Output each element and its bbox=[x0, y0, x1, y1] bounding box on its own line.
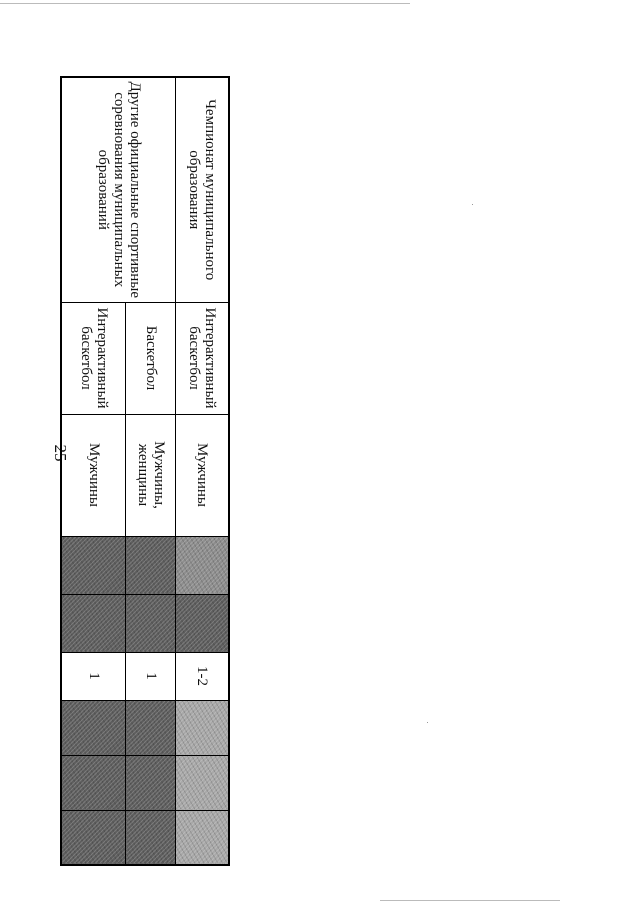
top-scan-line bbox=[0, 3, 410, 4]
shaded-cell bbox=[61, 755, 126, 810]
discipline-cell: Интерактивный баскетбол bbox=[176, 302, 229, 414]
shaded-cell bbox=[61, 810, 126, 865]
shaded-cell bbox=[176, 536, 229, 594]
table-row bbox=[126, 77, 176, 865]
shaded-cell bbox=[61, 594, 126, 652]
value-cell: 1 bbox=[61, 652, 126, 700]
shaded-cell bbox=[61, 536, 126, 594]
shaded-cell bbox=[176, 594, 229, 652]
gender-cell: Мужчины, женщины bbox=[126, 414, 176, 536]
competition-cell: Чемпионат муниципального образования bbox=[176, 77, 229, 302]
discipline-cell: Баскетбол bbox=[126, 302, 176, 414]
shaded-cell bbox=[176, 810, 229, 865]
bottom-scan-line bbox=[380, 900, 560, 901]
shaded-cell bbox=[126, 594, 176, 652]
page-number: 25 bbox=[51, 444, 70, 462]
value-cell: 1-2 bbox=[176, 652, 229, 700]
shaded-cell bbox=[176, 755, 229, 810]
shaded-cell bbox=[126, 700, 176, 755]
shaded-cell bbox=[126, 755, 176, 810]
gender-cell: Мужчины bbox=[176, 414, 229, 536]
shaded-cell bbox=[126, 536, 176, 594]
shaded-cell bbox=[176, 700, 229, 755]
discipline-cell: Интерактивный баскетбол bbox=[61, 302, 126, 414]
scan-speck bbox=[427, 722, 428, 723]
gender-cell: Мужчины bbox=[61, 414, 126, 536]
scan-speck bbox=[472, 204, 473, 205]
competition-cell: Другие официальные спортивные соревнования муниципальных образований bbox=[61, 77, 176, 302]
value-cell: 1 bbox=[126, 652, 176, 700]
shaded-cell bbox=[126, 810, 176, 865]
table-row bbox=[176, 77, 229, 865]
results-table bbox=[62, 76, 230, 864]
shaded-cell bbox=[61, 700, 126, 755]
